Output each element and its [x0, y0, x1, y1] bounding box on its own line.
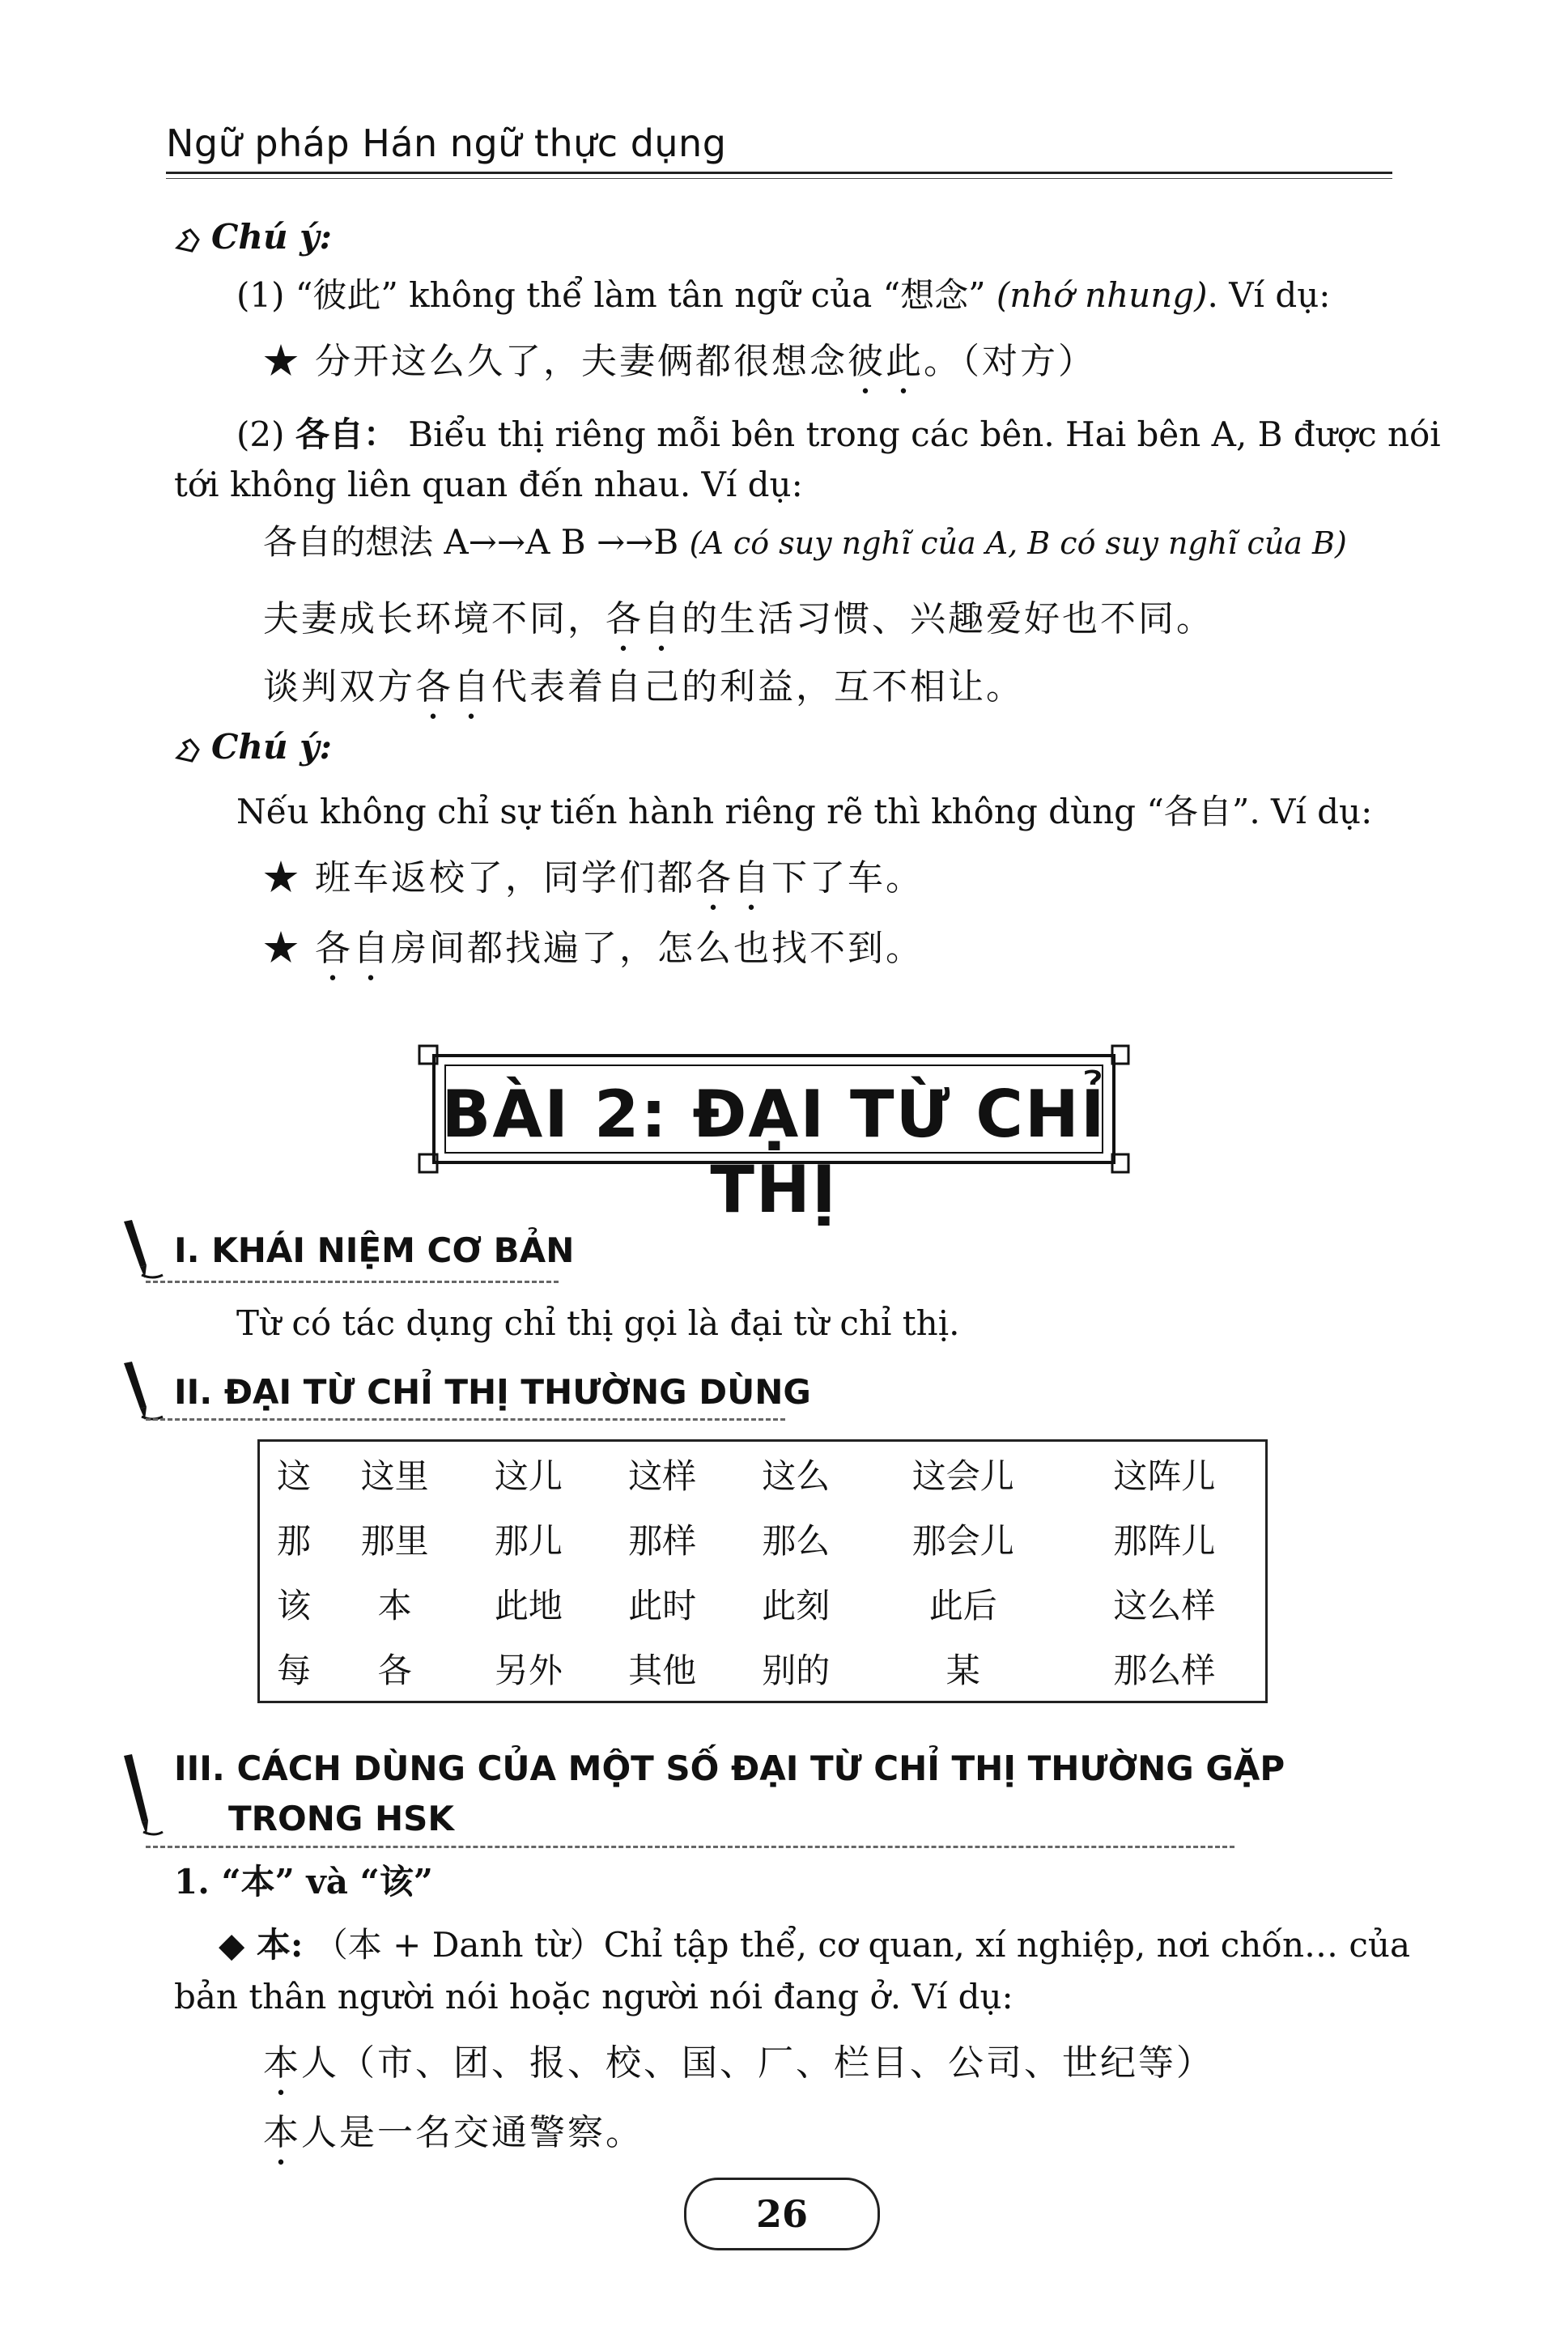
- running-header: Ngữ pháp Hán ngữ thực dụng: [166, 121, 727, 165]
- note2-text: Nếu không chỉ sự tiến hành riêng rẽ thì không dùng “各自”. Ví dụ:: [236, 792, 1373, 831]
- table-row: [259, 1441, 1267, 1507]
- table-cell: 那: [277, 1521, 312, 1561]
- lesson-title-box: [418, 1044, 1130, 1227]
- table-cell: 别的: [762, 1650, 831, 1690]
- table-cell: 某: [945, 1650, 980, 1690]
- note-label: Chú ý:: [174, 217, 332, 257]
- pen-icon: [117, 1218, 164, 1283]
- table-cell: 此刻: [762, 1585, 831, 1625]
- gezi-example-1: 夫妻成长环境不同，各自的生活习惯、兴趣爱好也不同。: [263, 598, 1214, 640]
- table-cell: 这会儿: [911, 1456, 1014, 1496]
- section-2-title: II. ĐẠI TỪ CHỈ THỊ THƯỜNG DÙNG: [174, 1372, 811, 1412]
- note1-example: ★ 分开这么久了，夫妻俩都很想念彼此。（对方）: [263, 341, 1096, 382]
- table-cell: 那么: [762, 1521, 831, 1561]
- gezi-line2: tới không liên quan đến nhau. Ví dụ:: [174, 465, 803, 504]
- ben-example-1: 本人（市、团、报、校、国、厂、栏目、公司、世纪等）: [263, 2042, 1214, 2084]
- table-cell: 每: [277, 1650, 312, 1690]
- section-3-title-line2: TRONG HSK: [228, 1799, 454, 1838]
- table-cell: 那会儿: [911, 1521, 1014, 1561]
- table-cell: 此后: [928, 1585, 997, 1625]
- table-cell: 本: [377, 1585, 412, 1625]
- table-row: [259, 1636, 1267, 1702]
- ben-definition-cont: bản thân người nói hoặc người nói đang ở. Ví dụ:: [174, 1977, 1013, 2016]
- table-cell: 那里: [360, 1521, 429, 1561]
- table-cell: 那样: [628, 1521, 697, 1561]
- gezi-line1: (2) 各自： Biểu thị riêng mỗi bên trong các bên. Hai bên A, B được nói: [236, 414, 1441, 454]
- table-cell: 这么: [762, 1456, 831, 1496]
- gezi-formula: 各自的想法 A→→A B →→B (A có suy nghĩ của A, B có suy nghĩ của B): [263, 522, 1347, 562]
- note2-example-2: ★ 各自房间都找遍了，怎么也找不到。: [263, 928, 924, 969]
- table-cell: 这么样: [1113, 1585, 1216, 1625]
- section-3-underline: [146, 1846, 1234, 1848]
- table-cell: 这阵儿: [1113, 1456, 1216, 1496]
- table-cell: 另外: [494, 1650, 563, 1690]
- table-cell: 该: [277, 1585, 312, 1625]
- pen-icon: [117, 1753, 164, 1842]
- table-cell: 其他: [628, 1650, 697, 1690]
- table-cell: 此时: [628, 1585, 697, 1625]
- table-cell: 此地: [494, 1585, 563, 1625]
- section-1-title: I. KHÁI NIỆM CƠ BẢN: [174, 1230, 575, 1270]
- section-1-underline: [146, 1281, 559, 1283]
- pronoun-table: [257, 1439, 1268, 1703]
- subsection-1-title: 1. “本” và “该”: [174, 1862, 433, 1902]
- note1-paragraph: (1) “彼此” không thể làm tân ngữ của “想念” (nhớ nhung). Ví dụ:: [236, 275, 1331, 315]
- table-cell: 这样: [628, 1456, 697, 1496]
- gezi-example-2: 谈判双方各自代表着自己的利益，互不相让。: [263, 666, 1024, 708]
- table-cell: 这: [277, 1456, 312, 1496]
- header-rule: [166, 172, 1392, 174]
- table-row: [259, 1571, 1267, 1636]
- pointing-hand-icon: [174, 223, 206, 256]
- table-row: [259, 1506, 1267, 1571]
- section-1-text: Từ có tác dụng chỉ thị gọi là đại từ chỉ thị.: [236, 1303, 960, 1343]
- section-2-underline: [146, 1418, 785, 1421]
- pen-icon: [117, 1360, 164, 1425]
- table-cell: 那阵儿: [1113, 1521, 1216, 1561]
- table-cell: 那儿: [494, 1521, 563, 1561]
- table-cell: 这里: [360, 1456, 429, 1496]
- ben-definition: ◆ 本: （本 + Danh từ）Chỉ tập thể, cơ quan, xí nghiệp, nơi chốn… của: [219, 1925, 1410, 1965]
- header-rule-thin: [166, 178, 1392, 179]
- ben-example-2: 本人是一名交通警察。: [263, 2112, 644, 2153]
- table-cell: 这儿: [494, 1456, 563, 1496]
- table-cell: 各: [377, 1650, 412, 1690]
- note-label-2: Chú ý:: [174, 727, 332, 767]
- pointing-hand-icon: [174, 733, 206, 766]
- page-number: 26: [684, 2178, 880, 2250]
- note2-example-1: ★ 班车返校了，同学们都各自下了车。: [263, 857, 924, 899]
- lesson-title: BÀI 2: ĐẠI TỪ CHỈ THỊ: [441, 1077, 1107, 1227]
- table-cell: 那么样: [1113, 1650, 1216, 1690]
- section-3-title-line1: III. CÁCH DÙNG CỦA MỘT SỐ ĐẠI TỪ CHỈ THỊ THƯỜNG GẶP: [174, 1749, 1285, 1788]
